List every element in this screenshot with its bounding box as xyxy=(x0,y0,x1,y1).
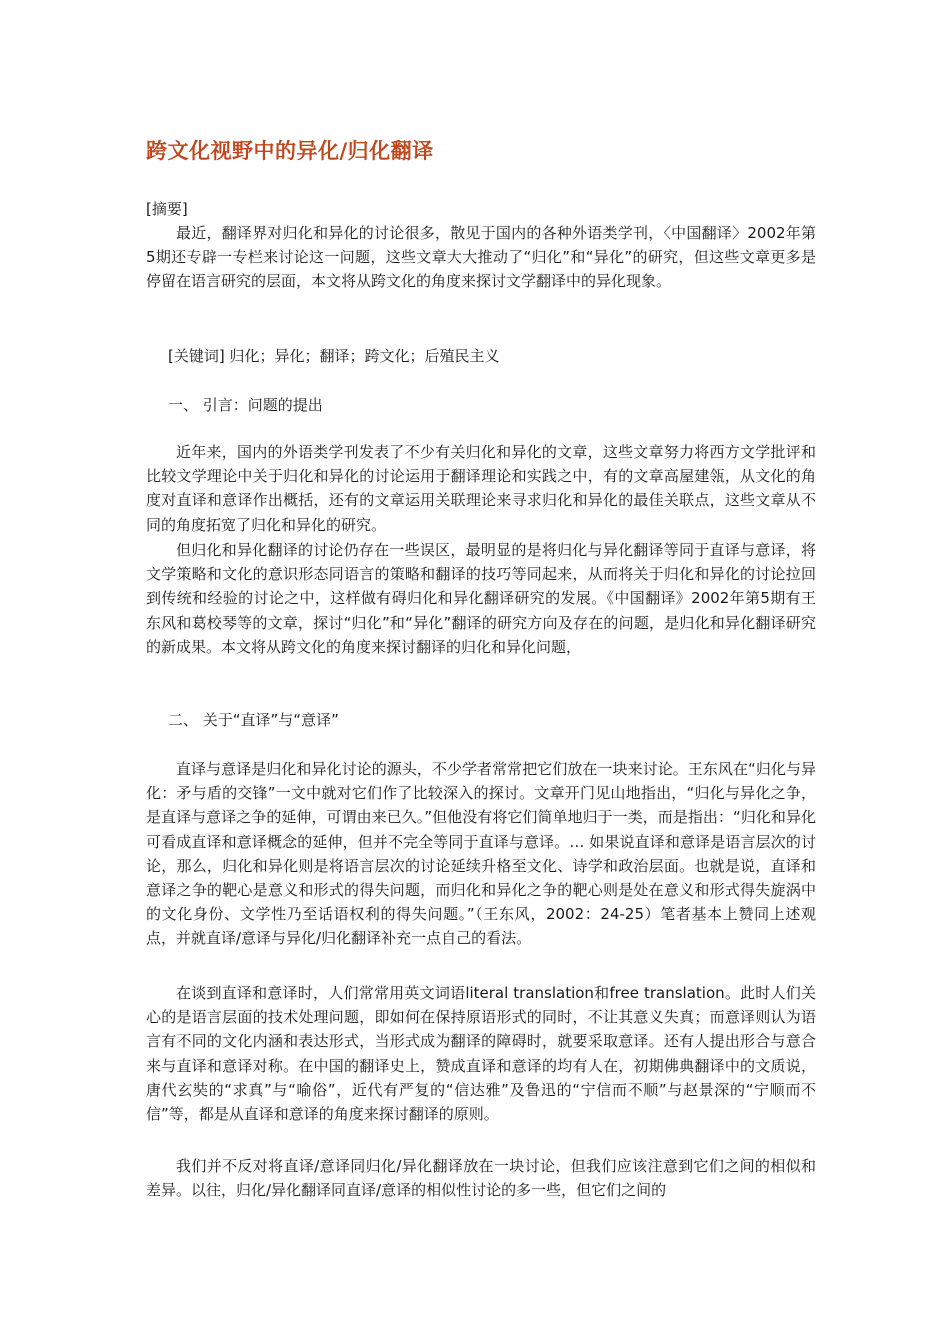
section1-paragraph-2: 但归化和异化翻译的讨论仍存在一些误区，最明显的是将归化与异化翻译等同于直译与意译，将文学策略和文化的意识形态同语言的策略和翻译的技巧等同起来，从而将关于归化和异化的讨论拉回到传统和经验的讨论之中，这样做有碍归化和异化翻译研究的发展。《中国翻译》2002年第5期有王东风和葛校琴等的文章，探讨“归化”和“异化”翻译的研究方向及存在的问题，是归化和异化翻译研究的新成果。本文将从跨文化的角度来探讨翻译的归化和异化问题， xyxy=(146,541,816,656)
section2-paragraph-1: 直译与意译是归化和异化讨论的源头，不少学者常常把它们放在一块来讨论。王东风在“归化与异化：矛与盾的交锋”一文中就对它们作了比较深入的探讨。文章开门见山地指出，“归化与异化之争，是直译与意译之争的延伸，可谓由来已久。”但他没有将它们简单地归于一类，而是指出：“归化和异化可看成直译和意译概念的延伸，但并不完全等同于直译与意译。… 如果说直译和意译是语言层次的讨论，那么，归化和异化则是将语言层次的讨论延续升格至文化、诗学和政治层面。也就是说，直译和意译之争的靶心是意义和形式的得失问题，而归化和异化之争的靶心则是处在意义和形式得失旋涡中的文化身份、文学性乃至话语权利的得失问题。”（王东风，2002：24-25）笔者基本上赞同上述观点，并就直译/意译与异化/归化翻译补充一点自己的看法。 xyxy=(146,760,816,948)
keywords-line: [关键词] 归化；异化；翻译；跨文化；后殖民主义 xyxy=(168,347,500,365)
section1-paragraph-1: 近年来，国内的外语类学刊发表了不少有关归化和异化的文章，这些文章努力将西方文学批评和比较文学理论中关于归化和异化的讨论运用于翻译理论和实践之中，有的文章高屋建瓴，从文化的角度对直译和意译作出概括，还有的文章运用关联理论来寻求归化和异化的最佳关联点，这些文章从不同的角度拓宽了归化和异化的研究。 xyxy=(146,443,816,534)
article-title: 跨文化视野中的异化/归化翻译 xyxy=(146,139,434,163)
section2-paragraph-3: 我们并不反对将直译/意译同归化/异化翻译放在一块讨论，但我们应该注意到它们之间的相似和差异。以往，归化/异化翻译同直译/意译的相似性讨论的多一些，但它们之间的 xyxy=(146,1157,816,1200)
abstract-label: [摘要] xyxy=(146,200,188,218)
section-heading-2: 二、 关于“直译”与“意译” xyxy=(168,711,339,729)
section-heading-1: 一、 引言：问题的提出 xyxy=(168,396,323,414)
abstract-paragraph: 最近，翻译界对归化和异化的讨论很多，散见于国内的各种外语类学刊，〈中国翻译〉2002年第5期还专辟一专栏来讨论这一问题，这些文章大大推动了“归化”和“异化”的研究，但这些文章更多是停留在语言研究的层面，本文将从跨文化的角度来探讨文学翻译中的异化现象。 xyxy=(146,224,816,291)
section2-paragraph-2: 在谈到直译和意译时，人们常常用英文词语literal translation和free translation。此时人们关心的是语言层面的技术处理问题，即如何在保持原语形式的同时，不让其意义失真；而意译则认为语言有不同的文化内涵和表达形式，当形式成为翻译的障碍时，就要采取意译。还有人提出形合与意合来与直译和意译对称。在中国的翻译史上，赞成直译和意译的均有人在，初期佛典翻译中的文质说，唐代玄奘的“求真”与“喻俗”，近代有严复的“信达雅”及鲁迅的“宁信而不顺”与赵景深的“宁顺而不信”等，都是从直译和意译的角度来探讨翻译的原则。 xyxy=(146,984,816,1124)
